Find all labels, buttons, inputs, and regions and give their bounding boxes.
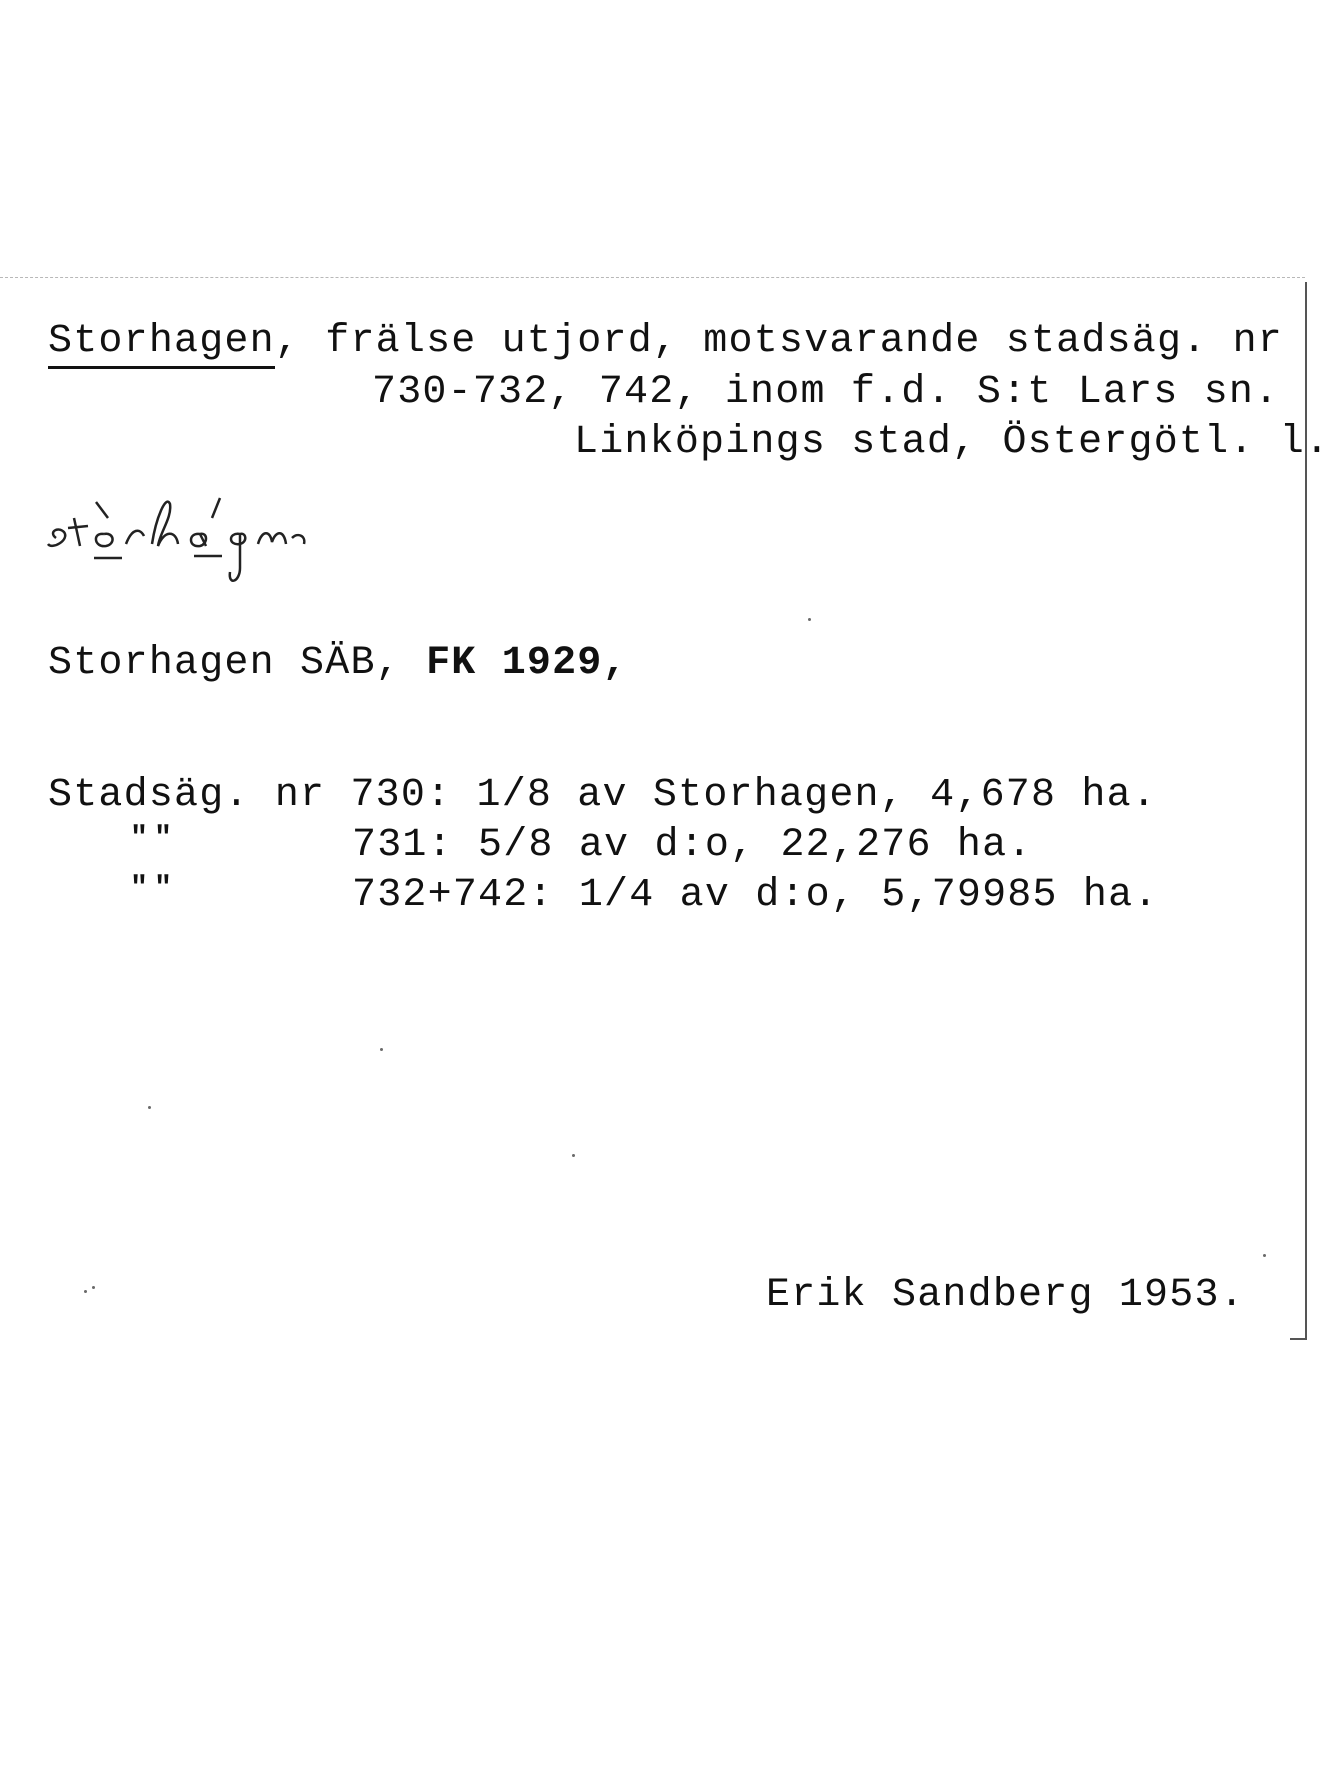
- source-reference: FK 1929,: [426, 641, 628, 686]
- ditto-mark: " ": [130, 822, 167, 856]
- ditto-mark: " ": [130, 872, 167, 906]
- parcel-text: 730: 1/8 av Storhagen, 4,678 ha.: [350, 773, 1157, 818]
- scan-speck: [84, 1290, 87, 1293]
- heading-line-2: 730-732, 742, inom f.d. S:t Lars sn.: [372, 370, 1280, 415]
- signature: Erik Sandberg 1953.: [766, 1273, 1245, 1318]
- scan-speck: [808, 618, 811, 621]
- scan-speck: [572, 1154, 575, 1157]
- parcel-row-1: [48, 773, 1157, 818]
- scan-speck: [1263, 1254, 1266, 1257]
- parcel-row-2: 731: 5/8 av d:o, 22,276 ha.: [352, 823, 1033, 868]
- scan-speck: [380, 1048, 383, 1051]
- heading-line-3: Linköpings stad, Östergötl. l.: [574, 420, 1331, 465]
- handwritten-pronunciation: [44, 488, 444, 598]
- scan-speck: [92, 1286, 95, 1289]
- place-name: Storhagen: [48, 319, 275, 369]
- card-corner: [1290, 1338, 1306, 1340]
- heading-description: , frälse utjord, motsvarande stadsäg. nr: [274, 319, 1283, 364]
- heading-line-1: [48, 319, 1283, 364]
- parcel-row-3: 732+742: 1/4 av d:o, 5,79985 ha.: [352, 873, 1159, 918]
- parcel-label: Stadsäg. nr: [48, 773, 326, 818]
- card-top-edge: [0, 277, 1305, 278]
- source-name: Storhagen SÄB,: [48, 641, 401, 686]
- source-line: [48, 641, 628, 686]
- scan-speck: [148, 1106, 151, 1109]
